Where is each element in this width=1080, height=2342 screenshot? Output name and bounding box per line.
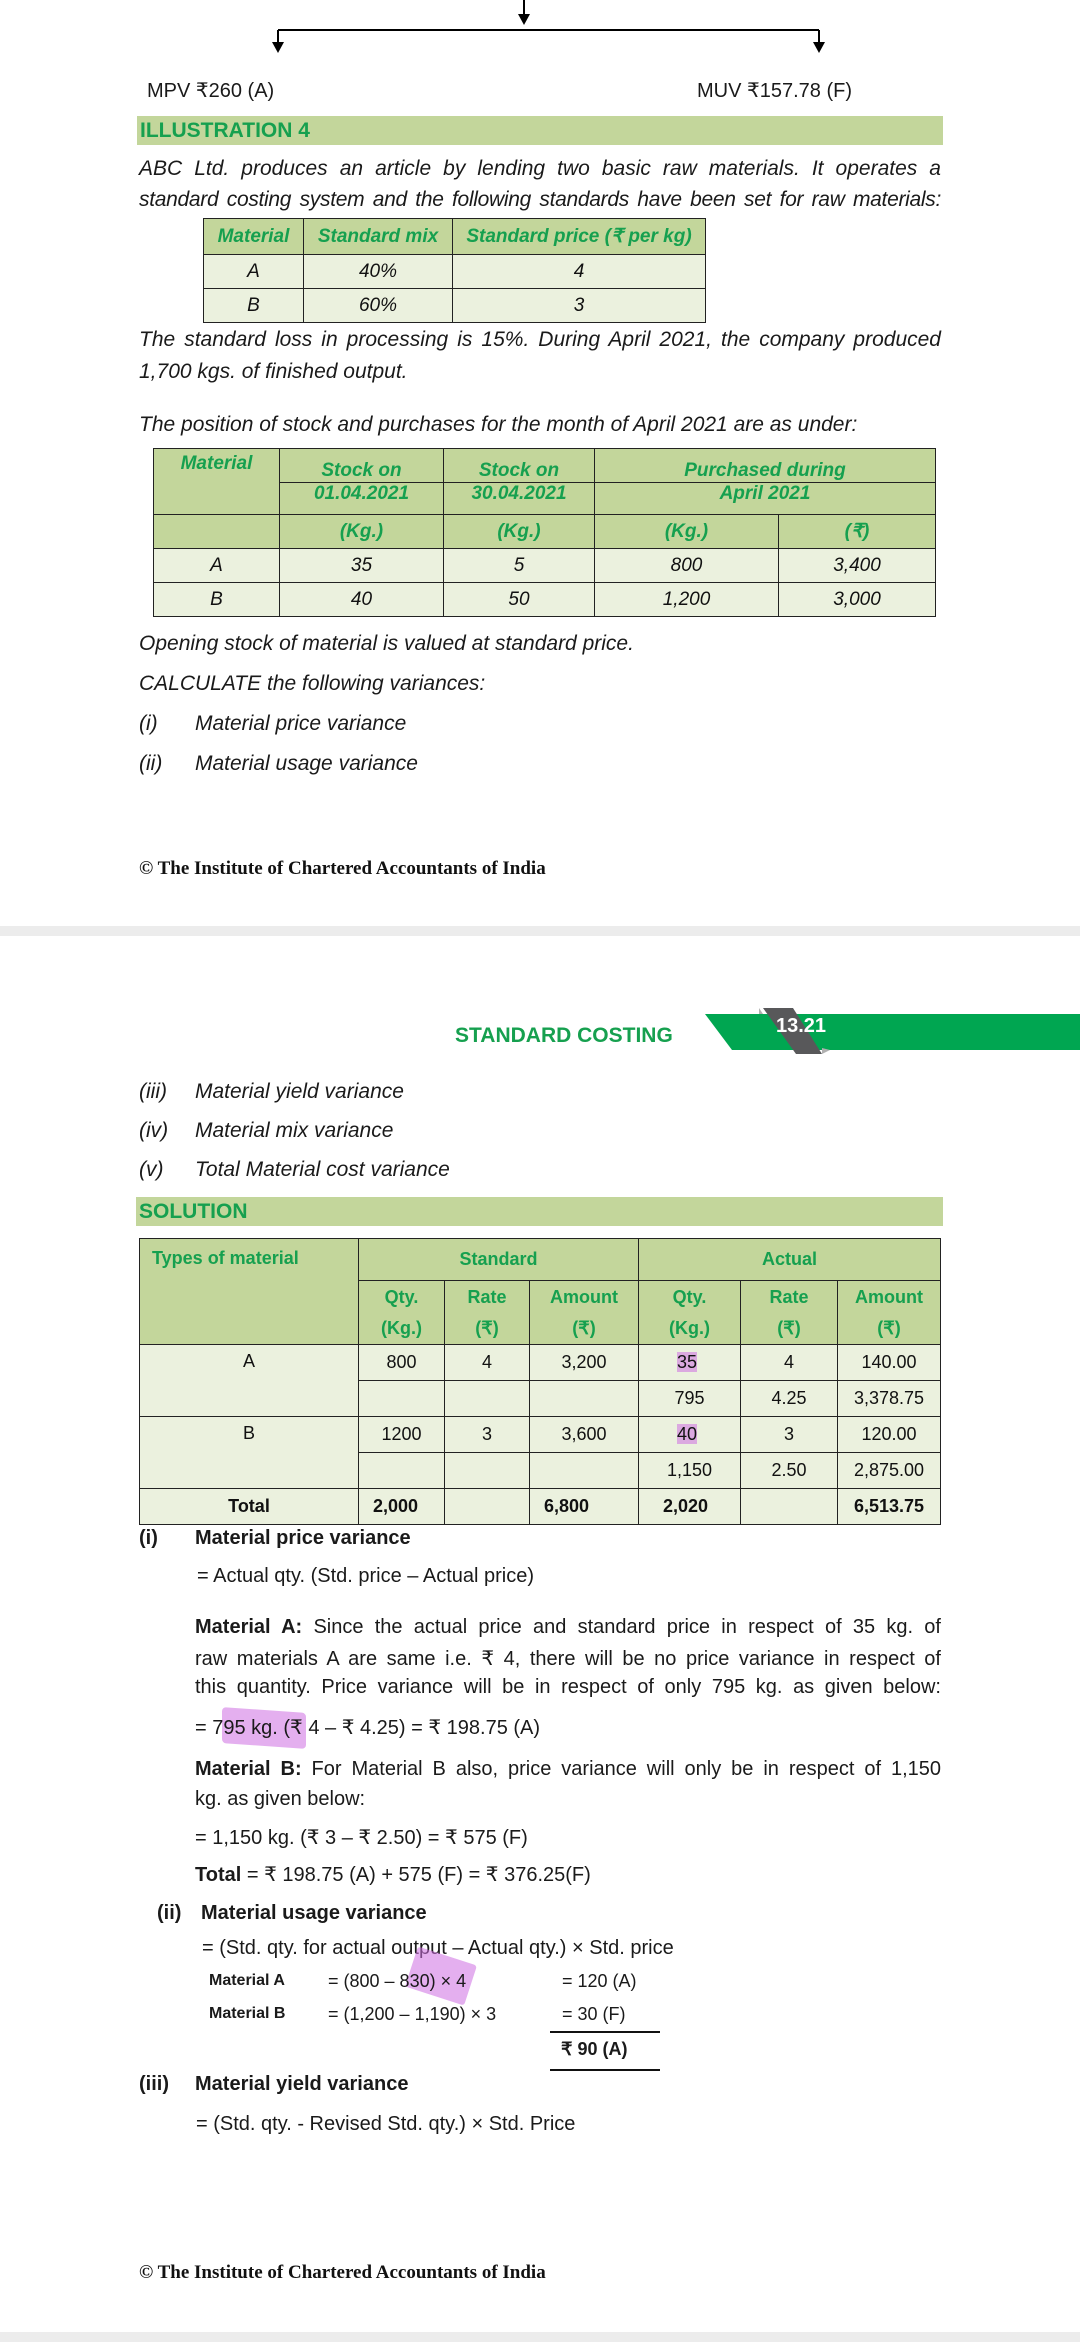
cell (741, 1489, 838, 1525)
col-header-stock-open-date: 01.04.2021 (280, 483, 444, 515)
cell: A (140, 1345, 359, 1417)
group-header-actual: Actual (639, 1239, 941, 1281)
cell (530, 1453, 639, 1489)
loss-line-2: 1,700 kgs. of finished output. (139, 360, 408, 383)
cell (530, 1381, 639, 1417)
cell: 3,378.75 (838, 1381, 941, 1417)
table-row (140, 1345, 941, 1381)
item-text: Material price variance (195, 712, 407, 735)
cell: 140.00 (838, 1345, 941, 1381)
section-title: Material usage variance (201, 1902, 427, 1924)
material-b-line-2: kg. as given below: (195, 1788, 366, 1810)
unit-header: (₹) (779, 515, 936, 549)
page-separator (0, 926, 1080, 936)
solution-table (139, 1238, 941, 1525)
cell: 6,513.75 (838, 1489, 941, 1525)
material-b-calc: = 1,150 kg. (₹ 3 – ₹ 2.50) = ₹ 575 (F) (195, 1827, 528, 1849)
arrowhead-down-icon (813, 42, 825, 53)
cell: 4.25 (741, 1381, 838, 1417)
item-number: (i) (139, 712, 158, 735)
item-number: (iii) (139, 1080, 167, 1103)
cell: 5 (444, 549, 595, 583)
cell: A (154, 549, 280, 583)
section-title: Material yield variance (195, 2073, 409, 2095)
cell: 1,200 (595, 583, 779, 617)
page-number: 13.21 (776, 1015, 827, 1037)
sub-header: Amount (₹) (838, 1281, 941, 1345)
price-total: Total = ₹ 198.75 (A) + 575 (F) = ₹ 376.25(F) (195, 1864, 591, 1886)
stock-table (153, 448, 936, 617)
usage-row-calc: = (800 – 830) × 4 (328, 1971, 467, 1991)
usage-formula: = (Std. qty. for actual output – Actual qty.) × Std. price (202, 1937, 674, 1959)
loss-line-1: The standard loss in processing is 15%. During April 2021, the company produced (139, 328, 941, 351)
section-number: (ii) (157, 1902, 182, 1924)
col-header-purchased-month: April 2021 (595, 483, 936, 515)
section-number: (iii) (139, 2073, 169, 2095)
cell: 3,200 (530, 1345, 639, 1381)
cell: 120.00 (838, 1417, 941, 1453)
cell: 3,400 (779, 549, 936, 583)
usage-row-label: Material A (209, 1972, 285, 1989)
table-row (204, 255, 706, 289)
cell: 4 (453, 255, 706, 289)
col-header-purchased: Purchased during (595, 449, 936, 483)
table-row (154, 583, 936, 617)
cell: 2.50 (741, 1453, 838, 1489)
cell: 2,000 (359, 1489, 445, 1525)
cell: 4 (741, 1345, 838, 1381)
unit-header: (Kg.) (444, 515, 595, 549)
total-row (140, 1489, 941, 1525)
cell: 800 (595, 549, 779, 583)
material-a-line-2: raw materials A are same i.e. ₹ 4, there will be no price variance in respect of (195, 1648, 941, 1670)
col-header-stock-close-date: 30.04.2021 (444, 483, 595, 515)
standards-table (203, 218, 706, 323)
solution-heading: SOLUTION (136, 1197, 943, 1226)
item-text: Material mix variance (195, 1119, 394, 1142)
sub-header: Qty. (Kg.) (639, 1281, 741, 1345)
col-header: Standard price (₹ per kg) (453, 219, 706, 255)
cell: 3 (445, 1417, 530, 1453)
material-a-calc: = 795 kg. (₹ 4 – ₹ 4.25) = ₹ 198.75 (A) (195, 1717, 541, 1739)
cell: 2,020 (639, 1489, 741, 1525)
sub-header: Rate (₹) (741, 1281, 838, 1345)
sub-header: Rate (₹) (445, 1281, 530, 1345)
sub-header: Amount (₹) (530, 1281, 639, 1345)
cell: 6,800 (530, 1489, 639, 1525)
copyright-footer: © The Institute of Chartered Accountants of India (139, 858, 546, 879)
unit-header: (Kg.) (595, 515, 779, 549)
cell: B (140, 1417, 359, 1489)
cell: 1200 (359, 1417, 445, 1453)
cell (639, 1345, 741, 1381)
cell: 3,600 (530, 1417, 639, 1453)
cell: 50 (444, 583, 595, 617)
cell (639, 1417, 741, 1453)
item-number: (iv) (139, 1119, 169, 1142)
sub-header: Qty. (Kg.) (359, 1281, 445, 1345)
cell: 40 (280, 583, 444, 617)
cell: A (204, 255, 304, 289)
group-header-standard: Standard (359, 1239, 639, 1281)
cell: 4 (445, 1345, 530, 1381)
col-header-stock-open: Stock on (280, 449, 444, 483)
cell (445, 1489, 530, 1525)
table-row (204, 289, 706, 323)
col-header-type: Types of material (140, 1239, 359, 1345)
cell (445, 1453, 530, 1489)
section-number: (i) (139, 1527, 158, 1549)
table-row (154, 549, 936, 583)
cell: 2,875.00 (838, 1453, 941, 1489)
material-a-line-3: this quantity. Price variance will be in respect of only 795 kg. as given below: (195, 1676, 941, 1698)
intro-line-2: standard costing system and the following standards have been set for raw materials: (139, 188, 941, 211)
stock-intro: The position of stock and purchases for the month of April 2021 are as under: (139, 413, 858, 436)
cell: B (154, 583, 280, 617)
total-rule-top (550, 2031, 660, 2033)
item-number: (ii) (139, 752, 163, 775)
copyright-footer: © The Institute of Chartered Accountants of India (139, 2262, 546, 2283)
item-text: Material yield variance (195, 1080, 404, 1103)
highlighted-value: 40 (677, 1424, 698, 1444)
cell: Total (140, 1489, 359, 1525)
material-a-line-1: Material A: Since the actual price and standard price in respect of 35 kg. of (195, 1616, 941, 1638)
usage-row-result: = 120 (A) (562, 1971, 637, 1991)
cell: 800 (359, 1345, 445, 1381)
col-header-material: Material (154, 449, 280, 515)
usage-row-result: = 30 (F) (562, 2004, 626, 2024)
opening-note: Opening stock of material is valued at standard price. (139, 632, 634, 655)
arrowhead-down-icon (272, 42, 284, 53)
cell: 1,150 (639, 1453, 741, 1489)
usage-total: ₹ 90 (A) (561, 2039, 628, 2059)
mpv-label: MPV ₹260 (A) (147, 80, 275, 102)
cell: 60% (304, 289, 453, 323)
cell: B (204, 289, 304, 323)
cell: 3,000 (779, 583, 936, 617)
item-text: Material usage variance (195, 752, 418, 775)
illustration-heading: ILLUSTRATION 4 (137, 116, 943, 145)
cell: 3 (453, 289, 706, 323)
cell: 35 (280, 549, 444, 583)
col-header-stock-close: Stock on (444, 449, 595, 483)
cell (359, 1453, 445, 1489)
variance-tree-diagram (0, 0, 1080, 60)
intro-line-1: ABC Ltd. produces an article by lending two basic raw materials. It operates a (139, 157, 941, 180)
col-header: Material (204, 219, 304, 255)
item-text: Total Material cost variance (195, 1158, 450, 1181)
muv-label: MUV ₹157.78 (F) (697, 80, 852, 102)
cell: 3 (741, 1417, 838, 1453)
arrowhead-down-icon (518, 14, 530, 25)
cell (359, 1381, 445, 1417)
calculate-instruction: CALCULATE the following variances: (139, 672, 486, 695)
item-number: (v) (139, 1158, 164, 1181)
price-formula: = Actual qty. (Std. price – Actual price) (197, 1565, 535, 1587)
cell (445, 1381, 530, 1417)
section-title: Material price variance (195, 1527, 411, 1549)
cell: 795 (639, 1381, 741, 1417)
unit-header: (Kg.) (280, 515, 444, 549)
highlighted-value: 35 (677, 1352, 698, 1372)
total-rule-bottom (550, 2069, 660, 2071)
col-header: Standard mix (304, 219, 453, 255)
page-separator (0, 2332, 1080, 2342)
page-number-banner (700, 1006, 1080, 1056)
cell: 40% (304, 255, 453, 289)
usage-row-label: Material B (209, 2005, 286, 2022)
usage-row-calc: = (1,200 – 1,190) × 3 (328, 2004, 497, 2024)
table-row (140, 1417, 941, 1453)
material-b-line-1: Material B: For Material B also, price variance will only be in respect of 1,150 (195, 1758, 941, 1780)
yield-formula: = (Std. qty. - Revised Std. qty.) × Std. Price (196, 2113, 576, 2135)
chapter-title: STANDARD COSTING (455, 1024, 673, 1047)
